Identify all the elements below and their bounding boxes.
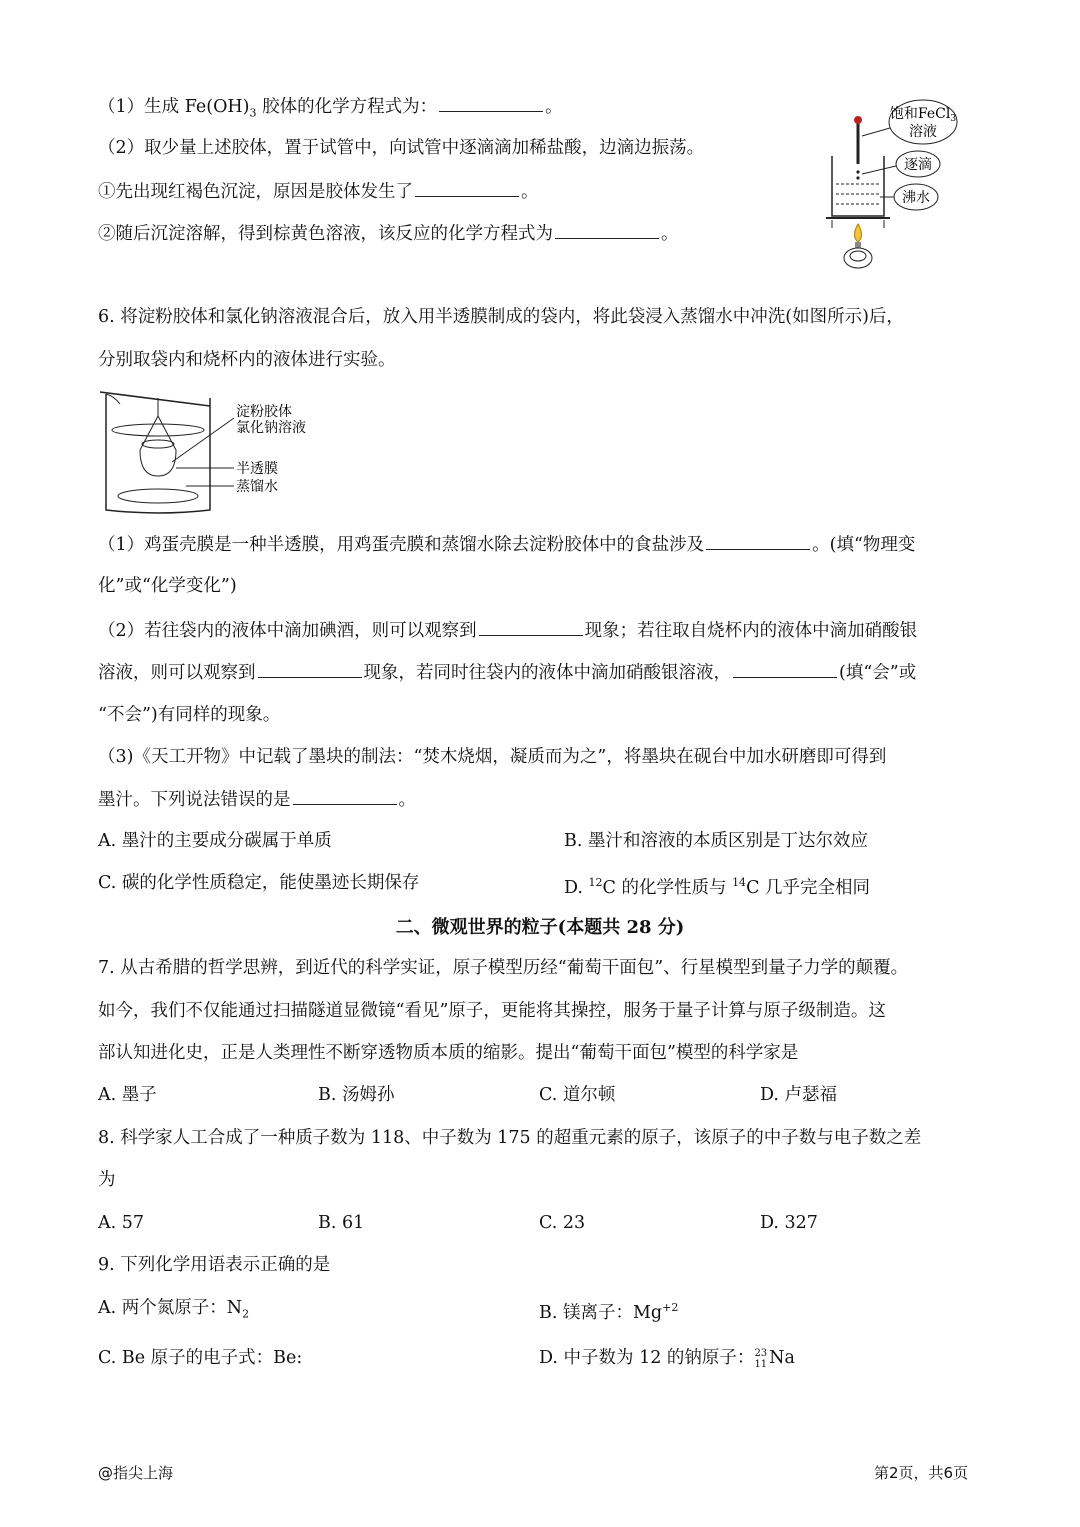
answer-blank[interactable] <box>258 660 362 678</box>
label-dropwise: 逐滴 <box>904 157 932 173</box>
q9-option-d[interactable]: D. 中子数为 12 的钠原子：23 11 Na <box>539 1347 795 1370</box>
q7-option-b[interactable]: B. 汤姆孙 <box>318 1085 395 1105</box>
footer-source: @指尖上海 <box>98 1464 174 1482</box>
answer-blank[interactable] <box>439 94 543 112</box>
q7-option-a[interactable]: A. 墨子 <box>98 1085 157 1105</box>
answer-blank[interactable] <box>706 532 810 550</box>
q8-option-d[interactable]: D. 327 <box>760 1213 818 1233</box>
dialysis-bag-figure <box>98 386 328 518</box>
answer-blank[interactable] <box>479 618 583 636</box>
answer-blank[interactable] <box>293 787 397 805</box>
q7-stem-line2: 如今，我们不仅能通过扫描隧道显微镜“看见”原子，更能将其操控，服务于量子计算与原子级制造。这 <box>98 1001 886 1021</box>
q5-part4: ②随后沉淀溶解，得到棕黄色溶液，该反应的化学方程式为 。 <box>98 221 679 246</box>
q8-option-a[interactable]: A. 57 <box>98 1213 145 1233</box>
q5-part3: ①先出现红褐色沉淀，原因是胶体发生了 。 <box>98 179 539 204</box>
q8-stem-line1: 8. 科学家人工合成了一种质子数为 118、中子数为 175 的超重元素的原子，该原子的中子数与电子数之差 <box>98 1128 922 1148</box>
label-boiling-water: 沸水 <box>902 190 930 206</box>
q6-sub3-line1: （3)《天工开物》中记载了墨块的制法：“焚木烧烟，凝质而为之”，将墨块在砚台中加水研磨即可得到 <box>98 747 887 767</box>
fecl3-apparatus-figure <box>818 96 968 276</box>
q9-option-c[interactable]: C. Be 原子的电子式：Be: <box>98 1348 303 1368</box>
dropper-bulb <box>854 116 862 124</box>
q9-option-b[interactable]: B. 镁离子：$Mg^{+2}$ <box>539 1301 679 1323</box>
q6-option-d[interactable]: D. $^{12}$C 的化学性质与 $^{14}$C 几乎完全相同 <box>564 876 871 898</box>
q6-option-b[interactable]: B. 墨汁和溶液的本质区别是丁达尔效应 <box>564 831 868 851</box>
beaker <box>832 156 884 216</box>
q7-option-d[interactable]: D. 卢瑟福 <box>760 1085 838 1105</box>
q6-stem-line2: 分别取袋内和烧杯内的液体进行实验。 <box>98 350 396 370</box>
q8-stem-line2: 为 <box>98 1170 116 1190</box>
q6-option-c[interactable]: C. 碳的化学性质稳定，能使墨迹长期保存 <box>98 873 420 893</box>
q6-sub2-line1: （2）若往袋内的液体中滴加碘酒，则可以观察到 现象；若往取自烧杯内的液体中滴加硝酸银 <box>98 618 917 643</box>
answer-blank[interactable] <box>415 179 519 197</box>
q6-sub2-line2: 溶液，则可以观察到 现象，若同时往袋内的液体中滴加硝酸银溶液， (填“会”或 <box>98 660 916 685</box>
q6-sub1-line1: （1）鸡蛋壳膜是一种半透膜，用鸡蛋壳膜和蒸馏水除去淀粉胶体中的食盐涉及 。(填“物理变 <box>98 532 915 557</box>
q8-option-b[interactable]: B. 61 <box>318 1213 365 1233</box>
q7-stem-line3: 部认知进化史，正是人类理性不断穿透物质本质的缩影。提出“葡萄干面包”模型的科学家是 <box>98 1043 799 1063</box>
flame <box>855 224 862 242</box>
label-fecl3: 饱和FeCl$_3$ <box>889 106 957 124</box>
isotope-notation: 23 11 <box>754 1347 768 1370</box>
q6-sub1-line2: 化”或“化学变化”) <box>98 576 237 596</box>
q5-part2: （2）取少量上述胶体，置于试管中，向试管中逐滴滴加稀盐酸，边滴边振荡。 <box>98 138 705 158</box>
q7-stem-line1: 7. 从古希腊的哲学思辨，到近代的科学实证，原子模型历经“葡萄干面包”、行星模型到量子力学的颠覆。 <box>98 958 909 978</box>
q9-stem: 9. 下列化学用语表示正确的是 <box>98 1255 331 1275</box>
q6-sub2-line3: “不会”)有同样的现象。 <box>98 705 281 725</box>
label-starch-colloid: 淀粉胶体 <box>236 404 292 420</box>
answer-blank[interactable] <box>555 221 659 239</box>
label-membrane: 半透膜 <box>236 461 278 477</box>
footer-page-number: 第2页，共6页 <box>874 1464 969 1482</box>
label-solution: 溶液 <box>909 124 937 140</box>
label-distilled-water: 蒸馏水 <box>236 479 278 495</box>
q6-sub3-line2: 墨汁。下列说法错误的是 。 <box>98 787 416 812</box>
q6-stem-line1: 6. 将淀粉胶体和氯化钠溶液混合后，放入用半透膜制成的袋内，将此袋浸入蒸馏水中冲洗(如图所示)后， <box>98 307 904 327</box>
section-heading: 二、微观世界的粒子(本题共 28 分) <box>395 917 685 938</box>
q9-option-a[interactable]: A. 两个氮原子：$N_2$ <box>98 1298 250 1321</box>
glass-rod <box>100 392 210 406</box>
label-nacl-solution: 氯化钠溶液 <box>236 420 306 436</box>
q7-option-c[interactable]: C. 道尔顿 <box>539 1085 616 1105</box>
q6-option-a[interactable]: A. 墨汁的主要成分碳属于单质 <box>98 831 332 851</box>
answer-blank[interactable] <box>733 660 837 678</box>
q5-part1: （1）生成 $Fe(OH)_3$ 胶体的化学方程式为： 。 <box>98 94 563 126</box>
q8-option-c[interactable]: C. 23 <box>539 1213 586 1233</box>
